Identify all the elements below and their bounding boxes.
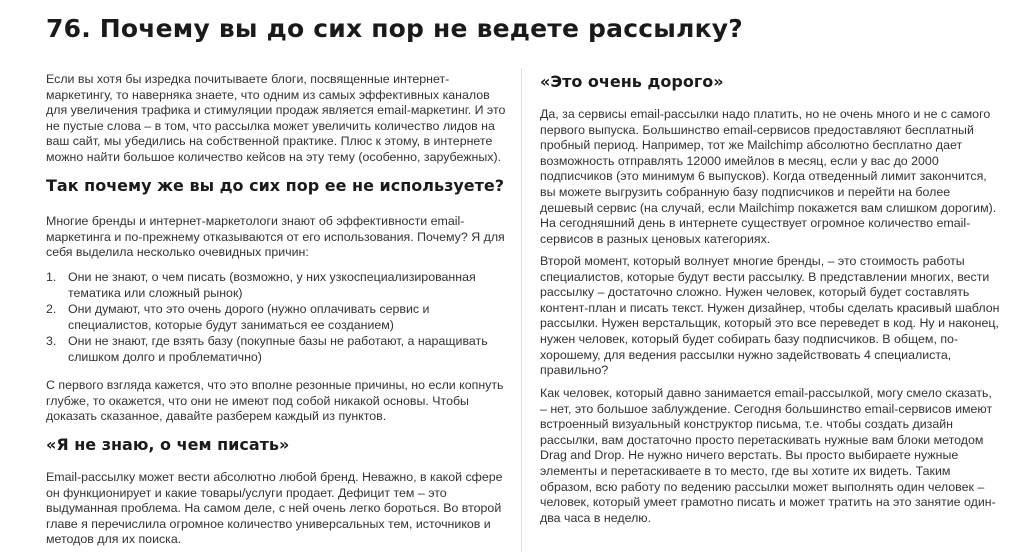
conclusion-paragraph-block [46, 378, 506, 425]
right-heading-block [540, 72, 1000, 91]
reasons-intro-paragraph: Многие бренды и интернет-маркетологи знают об эффективности email-маркетинга и по-прежнему отказываются от его использования. Почему? Я для себя выделила несколько очевидных причин: [46, 214, 505, 260]
list-item [46, 270, 506, 301]
list-item-text: Они думают, что это очень дорого (нужно оплачивать сервис и специалистов, которые будут заниматься ее созданием) [68, 302, 430, 332]
experience-paragraph-block [540, 386, 1000, 526]
experience-paragraph: Как человек, который давно занимается email-рассылкой, могу смело сказать, – нет, это большое заблуждение. Сегодня большинство email-сервисов имеют встроенный визуальный конструктор письма, т.е. чтобы создать дизайн рассылки, вам достаточно просто перетаскивать нужные вам блоки методом Drag and Drop. Не нужно ничего верстать. Вы просто выбираете нужные элементы и перетаскиваете в то место, где вы хотите их видеть. Таким образом, всю работу по ведению рассылки может выполнять один человек – человек, который умеет грамотно писать и может тратить на это занятие один-два часа в неделю. [540, 386, 996, 525]
specialists-paragraph: Второй момент, который волнует многие бренды, – это стоимость работы специалистов, которые будут вести рассылку. В представлении многих, вести рассылку – достаточно сложно. Нужен человек, который будет составлять контент-план и писать текст. Нужен дизайнер, чтобы сделать красивый шаблон рассылки. Нужен верстальщик, который это все переведет в код. Ну и наконец, нужен человек, который будет собирать базу подписчиков. В общем, по-хорошему, для ведения рассылки нужно задействовать 4 специалиста, правильно? [540, 254, 1000, 378]
list-item-number: 2. [46, 302, 57, 317]
section-heading-block [46, 176, 506, 195]
topics-paragraph: Email-рассылку может вести абсолютно любой бренд. Неважно, в какой сфере он функционирует и какие товары/услуги продает. Дефицит тем – это выдуманная проблема. На самом деле, с ней очень легко бороться. Во второй главе я перечислила огромное количество универсальных тем, источников и методов для их поиска. [46, 470, 503, 547]
section-heading-dont-know-what-to-write: «Я не знаю, о чем писать» [46, 435, 290, 454]
reasons-list [46, 270, 506, 366]
list-item-number: 3. [46, 334, 57, 349]
list-item [46, 334, 506, 365]
section-heading-why-not-using: Так почему же вы до сих пор ее не используете? [46, 176, 505, 195]
reasons-intro-block [46, 214, 506, 261]
conclusion-paragraph: С первого взгляда кажется, что это вполне резонные причины, но если копнуть глубже, то окажется, что они не имеют под собой никакой основы. Чтобы доказать сказанное, давайте разберем каждый из пунктов. [46, 378, 504, 424]
list-item [46, 302, 506, 333]
pricing-paragraph-block [540, 107, 1000, 247]
specialists-paragraph-block [540, 254, 1000, 379]
pricing-paragraph: Да, за сервисы email-рассылки надо платить, но не очень много и не с самого первого выпуска. Большинство email-сервисов предоставляют бесплатный пробный период. Например, тот же Mailchimp абсолютно бесплатно дает возможность отправлять 12000 имейлов в месяц, если у вас до 2000 подписчиков (это минимум 6 выпусков). Когда отведенный лимит закончится, вы можете выгрузить собранную базу подписчиков и перейти на более дешевый сервис (на случай, если Mailchimp покажется вам слишком дорогим). На сегодняшний день в интернете существует огромное количество email-сервисов в разных ценовых категориях. [540, 107, 997, 246]
topics-paragraph-block [46, 470, 506, 548]
list-item-text: Они не знают, где взять базу (покупные базы не работают, а наращивать слишком долго и проблематично) [68, 334, 488, 364]
page-title: 76. Почему вы до сих пор не ведете рассылку? [46, 14, 743, 43]
column-divider [521, 68, 522, 552]
list-item-number: 1. [46, 270, 57, 284]
subheading-block [46, 435, 506, 454]
intro-paragraph-block [46, 72, 506, 166]
intro-paragraph: Если вы хотя бы изредка почитываете блоги, посвященные интернет-маркетингу, то наверняка знаете, что одним из самых эффективных каналов для увеличения трафика и стимуляции продаж является email-маркетинг. И это не пустые слова – в том, что рассылка может увеличить количество лидов на ваш сайт, мы убедились на собственной практике. Плюс к этому, в интернете можно найти большое количество кейсов на эту тему (особенно, зарубежных). [46, 72, 506, 164]
section-heading-too-expensive: «Это очень дорого» [540, 72, 724, 91]
list-item-text: Они не знают, о чем писать (возможно, у них узкоспециализированная тематика или сложный рынок) [68, 270, 476, 300]
reasons-list-block [46, 270, 506, 367]
